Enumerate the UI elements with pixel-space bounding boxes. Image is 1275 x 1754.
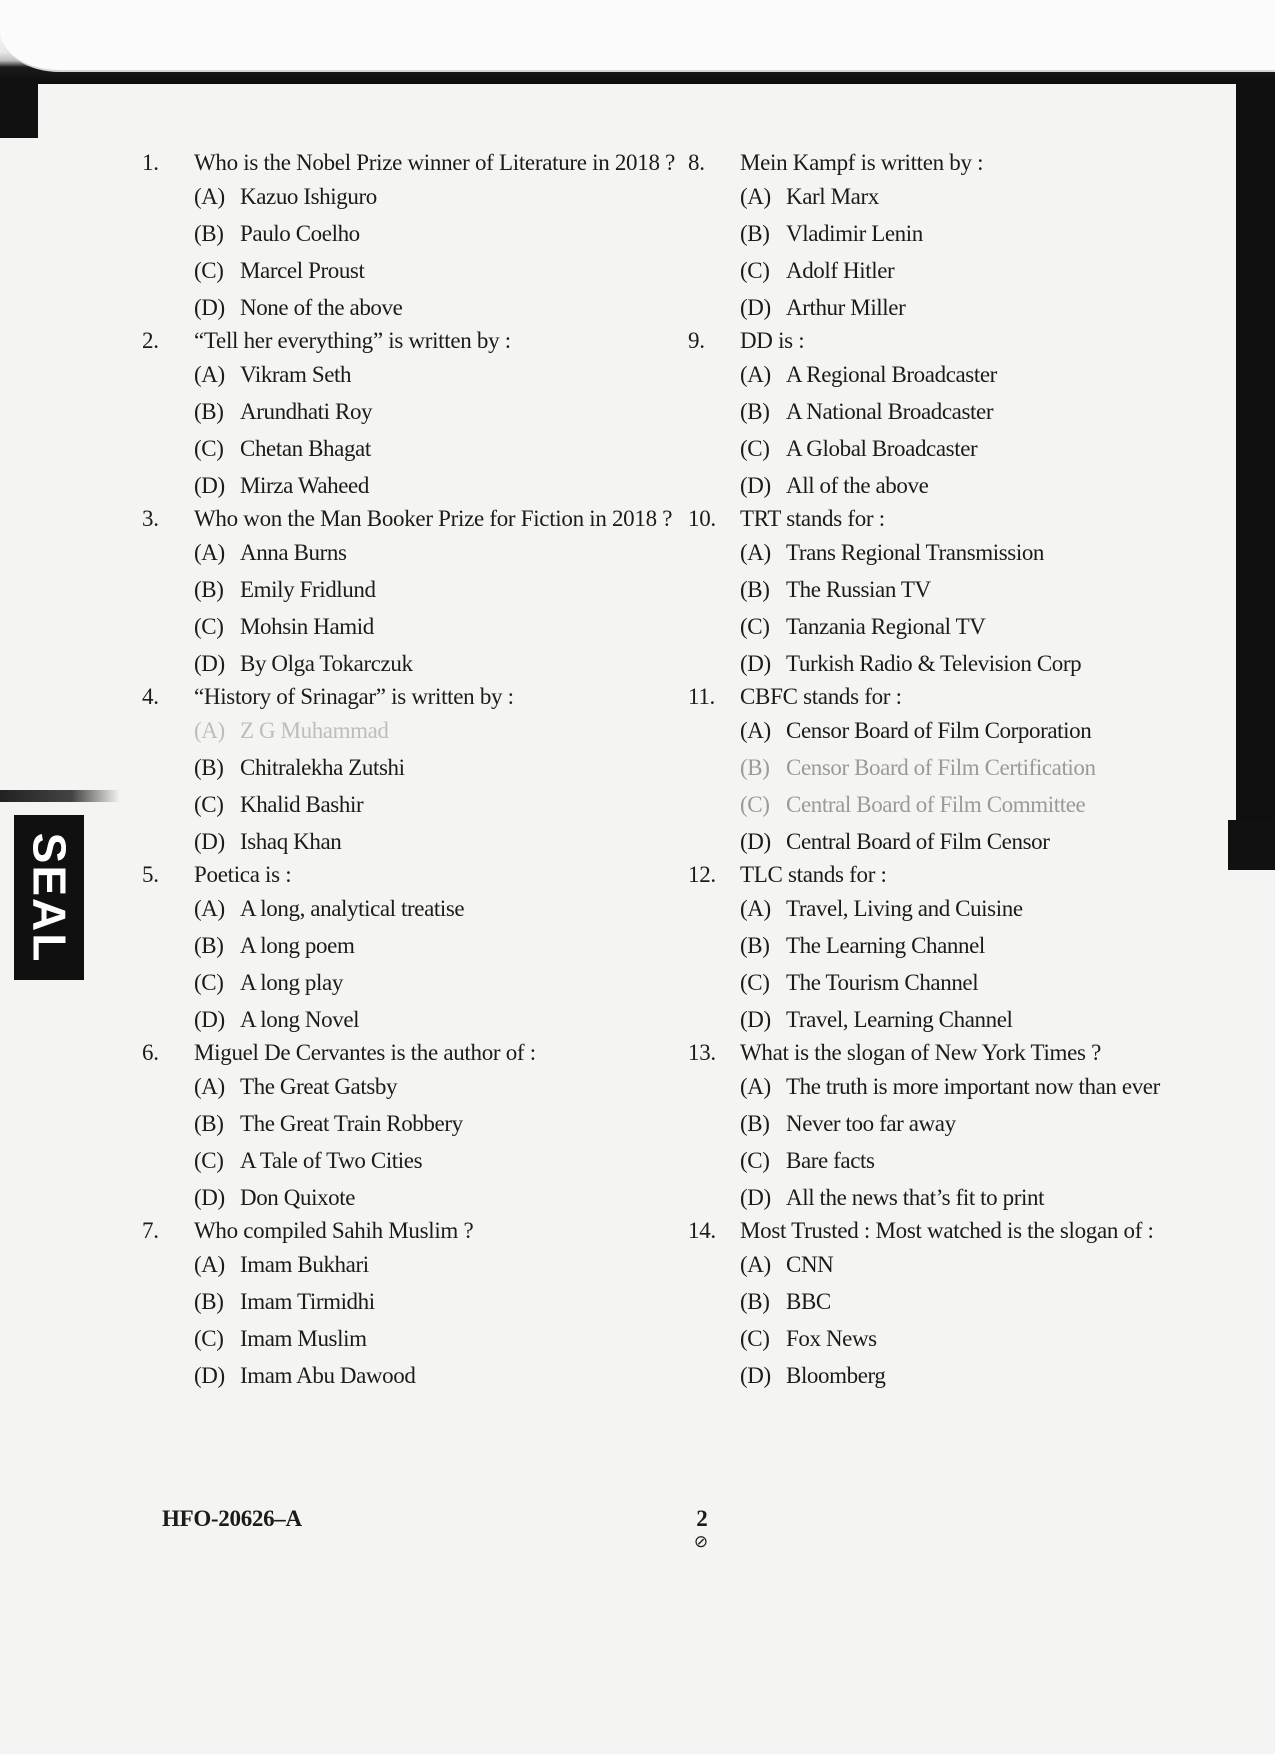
option-label: (C) (194, 436, 224, 461)
answer-option (194, 1283, 702, 1320)
question-item (142, 860, 702, 1038)
option-text: Fox News (786, 1326, 877, 1351)
answer-option (194, 608, 702, 645)
option-text: Censor Board of Film Corporation (786, 718, 1092, 743)
option-label: (D) (740, 295, 771, 320)
answer-option (740, 608, 1228, 645)
option-text: A Tale of Two Cities (240, 1148, 423, 1173)
option-text: Mohsin Hamid (240, 614, 374, 639)
answer-option (194, 1105, 702, 1142)
option-text: Paulo Coelho (240, 221, 360, 246)
option-label: (D) (740, 1185, 771, 1210)
option-text: Central Board of Film Committee (786, 792, 1086, 817)
answer-option (194, 964, 702, 1001)
option-label: (B) (194, 755, 224, 780)
answer-option (740, 1246, 1228, 1283)
answer-option (740, 749, 1228, 786)
option-label: (C) (740, 1148, 770, 1173)
option-text: All the news that’s fit to print (786, 1185, 1045, 1210)
answer-option (194, 430, 702, 467)
option-text: The Great Gatsby (240, 1074, 398, 1099)
option-text: Censor Board of Film Certification (786, 755, 1096, 780)
question-number: 13. (688, 1040, 716, 1065)
question-text: “Tell her everything” is written by : (194, 328, 511, 353)
question-item (142, 1216, 702, 1394)
question-text: Most Trusted : Most watched is the slogan of : (740, 1218, 1154, 1243)
answer-option (194, 252, 702, 289)
option-text: Marcel Proust (240, 258, 365, 283)
option-label: (A) (740, 896, 771, 921)
answer-option (740, 964, 1228, 1001)
question-page (100, 100, 1235, 1740)
scan-border-right (1236, 80, 1275, 870)
question-text: Who is the Nobel Prize winner of Literature in 2018 ? (194, 150, 676, 175)
option-text: Never too far away (786, 1111, 956, 1136)
option-text: The Russian TV (786, 577, 931, 602)
option-text: Imam Tirmidhi (240, 1289, 375, 1314)
option-label: (D) (194, 1007, 225, 1032)
question-stem (142, 504, 702, 534)
option-label: (C) (740, 970, 770, 995)
answer-option (194, 1357, 702, 1394)
answer-option (740, 1105, 1228, 1142)
option-text: Central Board of Film Censor (786, 829, 1050, 854)
question-text: Mein Kampf is written by : (740, 150, 984, 175)
question-text: Who compiled Sahih Muslim ? (194, 1218, 474, 1243)
option-label: (D) (740, 1363, 771, 1388)
option-label: (B) (740, 1289, 770, 1314)
question-item (142, 1038, 702, 1216)
option-text: A Regional Broadcaster (786, 362, 997, 387)
question-item (688, 148, 1228, 326)
answer-option (740, 1179, 1228, 1216)
answer-option (740, 890, 1228, 927)
option-text: Karl Marx (786, 184, 879, 209)
answer-option (740, 289, 1228, 326)
question-text: CBFC stands for : (740, 684, 902, 709)
option-text: Imam Abu Dawood (240, 1363, 416, 1388)
option-label: (B) (740, 755, 770, 780)
question-number: 9. (688, 328, 705, 353)
option-label: (A) (740, 1074, 771, 1099)
answer-option (740, 393, 1228, 430)
option-label: (B) (740, 399, 770, 424)
question-item (688, 1216, 1228, 1394)
option-label: (D) (740, 1007, 771, 1032)
question-number: 14. (688, 1218, 716, 1243)
question-item (688, 326, 1228, 504)
option-text: All of the above (786, 473, 929, 498)
question-stem (688, 1216, 1228, 1246)
question-stem (142, 1038, 702, 1068)
question-item (688, 682, 1228, 860)
answer-option (194, 534, 702, 571)
question-text: TRT stands for : (740, 506, 885, 531)
option-text: Khalid Bashir (240, 792, 364, 817)
answer-option (194, 645, 702, 682)
right-column (688, 148, 1228, 1394)
answer-option (740, 534, 1228, 571)
answer-option (740, 712, 1228, 749)
scan-paper-edge (0, 0, 1275, 72)
option-text: Anna Burns (240, 540, 347, 565)
question-stem (142, 860, 702, 890)
answer-option (740, 786, 1228, 823)
option-label: (D) (740, 651, 771, 676)
question-number: 1. (142, 150, 159, 175)
answer-option (194, 1068, 702, 1105)
question-item (142, 682, 702, 860)
option-text: Trans Regional Transmission (786, 540, 1045, 565)
option-label: (B) (194, 399, 224, 424)
question-text: What is the slogan of New York Times ? (740, 1040, 1102, 1065)
option-label: (B) (194, 1111, 224, 1136)
question-item (688, 1038, 1228, 1216)
option-text: Arundhati Roy (240, 399, 373, 424)
question-text: “History of Srinagar” is written by : (194, 684, 514, 709)
option-label: (D) (740, 829, 771, 854)
option-text: Adolf Hitler (786, 258, 895, 283)
option-label: (A) (194, 1252, 225, 1277)
option-text: Vladimir Lenin (786, 221, 923, 246)
option-label: (A) (740, 184, 771, 209)
question-item (142, 504, 702, 682)
question-number: 4. (142, 684, 159, 709)
answer-option (194, 749, 702, 786)
option-label: (A) (194, 184, 225, 209)
option-text: Travel, Learning Channel (786, 1007, 1013, 1032)
answer-option (194, 1001, 702, 1038)
option-text: Ishaq Khan (240, 829, 342, 854)
answer-option (740, 1283, 1228, 1320)
option-label: (C) (194, 970, 224, 995)
question-number: 2. (142, 328, 159, 353)
option-text: None of the above (240, 295, 403, 320)
option-text: Turkish Radio & Television Corp (786, 651, 1082, 676)
answer-option (740, 178, 1228, 215)
option-text: The Great Train Robbery (240, 1111, 463, 1136)
question-number: 12. (688, 862, 716, 887)
page-mark-icon: ⊘ (693, 1532, 709, 1552)
answer-option (194, 712, 702, 749)
answer-option (740, 645, 1228, 682)
option-label: (D) (194, 1363, 225, 1388)
option-label: (D) (194, 295, 225, 320)
answer-option (194, 890, 702, 927)
question-stem (688, 1038, 1228, 1068)
answer-option (194, 393, 702, 430)
option-label: (A) (740, 718, 771, 743)
answer-option (194, 786, 702, 823)
answer-option (740, 467, 1228, 504)
option-label: (B) (740, 1111, 770, 1136)
option-text: The Learning Channel (786, 933, 985, 958)
option-label: (D) (194, 473, 225, 498)
answer-option (740, 927, 1228, 964)
option-text: The Tourism Channel (786, 970, 979, 995)
option-label: (A) (740, 540, 771, 565)
option-label: (C) (194, 1148, 224, 1173)
answer-option (194, 178, 702, 215)
option-label: (A) (194, 896, 225, 921)
question-number: 5. (142, 862, 159, 887)
question-stem (142, 682, 702, 712)
option-label: (A) (194, 1074, 225, 1099)
option-text: A Global Broadcaster (786, 436, 978, 461)
left-column (142, 148, 702, 1394)
paper-code: HFO-20626–A (162, 1506, 302, 1531)
answer-option (194, 1320, 702, 1357)
option-label: (C) (740, 258, 770, 283)
option-text: Arthur Miller (786, 295, 906, 320)
option-label: (B) (194, 933, 224, 958)
question-number: 7. (142, 1218, 159, 1243)
answer-option (194, 927, 702, 964)
option-label: (C) (740, 792, 770, 817)
question-stem (142, 148, 702, 178)
question-stem (688, 860, 1228, 890)
option-label: (C) (194, 1326, 224, 1351)
option-text: Vikram Seth (240, 362, 352, 387)
option-label: (D) (194, 829, 225, 854)
question-stem (688, 504, 1228, 534)
answer-option (194, 1142, 702, 1179)
option-text: A long Novel (240, 1007, 360, 1032)
question-number: 11. (688, 684, 715, 709)
answer-option (740, 1357, 1228, 1394)
option-text: A long play (240, 970, 343, 995)
option-label: (A) (194, 540, 225, 565)
option-text: Bare facts (786, 1148, 875, 1173)
option-text: Imam Bukhari (240, 1252, 369, 1277)
option-label: (A) (740, 1252, 771, 1277)
seal-label (14, 815, 84, 980)
option-text: Z G Muhammad (240, 718, 389, 743)
option-text: CNN (786, 1252, 834, 1277)
answer-option (194, 1246, 702, 1283)
scan-border-left (0, 78, 38, 138)
answer-option (740, 571, 1228, 608)
answer-option (194, 215, 702, 252)
answer-option (194, 289, 702, 326)
option-text: A long poem (240, 933, 355, 958)
option-text: By Olga Tokarczuk (240, 651, 413, 676)
question-item (688, 504, 1228, 682)
option-text: Chitralekha Zutshi (240, 755, 405, 780)
option-label: (B) (740, 577, 770, 602)
answer-option (740, 1142, 1228, 1179)
option-text: Travel, Living and Cuisine (786, 896, 1023, 921)
option-label: (A) (740, 362, 771, 387)
question-text: Poetica is : (194, 862, 292, 887)
question-text: Who won the Man Booker Prize for Fiction in 2018 ? (194, 506, 673, 531)
option-text: The truth is more important now than ever (786, 1074, 1160, 1099)
option-text: A National Broadcaster (786, 399, 994, 424)
option-label: (C) (194, 258, 224, 283)
question-text: Miguel De Cervantes is the author of : (194, 1040, 536, 1065)
option-label: (C) (740, 436, 770, 461)
question-stem (142, 1216, 702, 1246)
option-text: Mirza Waheed (240, 473, 369, 498)
answer-option (740, 1320, 1228, 1357)
option-label: (B) (740, 933, 770, 958)
answer-option (194, 356, 702, 393)
option-label: (D) (740, 473, 771, 498)
option-label: (B) (740, 221, 770, 246)
page-number: 2 (696, 1506, 708, 1531)
option-label: (B) (194, 1289, 224, 1314)
answer-option (740, 215, 1228, 252)
scan-border-right-mid (1228, 820, 1275, 870)
answer-option (194, 1179, 702, 1216)
answer-option (740, 823, 1228, 860)
answer-option (740, 356, 1228, 393)
question-stem (688, 682, 1228, 712)
answer-option (194, 467, 702, 504)
option-label: (C) (740, 614, 770, 639)
answer-option (194, 823, 702, 860)
option-text: Imam Muslim (240, 1326, 367, 1351)
option-label: (D) (194, 651, 225, 676)
question-item (142, 326, 702, 504)
option-label: (D) (194, 1185, 225, 1210)
option-label: (A) (194, 718, 225, 743)
option-label: (C) (194, 792, 224, 817)
question-number: 8. (688, 150, 705, 175)
question-number: 6. (142, 1040, 159, 1065)
option-label: (A) (194, 362, 225, 387)
option-text: Emily Fridlund (240, 577, 376, 602)
option-text: Chetan Bhagat (240, 436, 371, 461)
answer-option (740, 252, 1228, 289)
question-text: TLC stands for : (740, 862, 887, 887)
question-text: DD is : (740, 328, 805, 353)
answer-option (740, 1068, 1228, 1105)
question-number: 10. (688, 506, 716, 531)
answer-option (740, 1001, 1228, 1038)
option-text: Tanzania Regional TV (786, 614, 986, 639)
option-text: Bloomberg (786, 1363, 886, 1388)
answer-option (194, 571, 702, 608)
option-text: A long, analytical treatise (240, 896, 465, 921)
option-label: (B) (194, 221, 224, 246)
option-label: (C) (740, 1326, 770, 1351)
option-text: Don Quixote (240, 1185, 356, 1210)
option-label: (B) (194, 577, 224, 602)
question-number: 3. (142, 506, 159, 531)
option-label: (C) (194, 614, 224, 639)
option-text: BBC (786, 1289, 831, 1314)
question-item (142, 148, 702, 326)
seal-text: SEAL (23, 832, 75, 963)
question-stem (142, 326, 702, 356)
answer-option (740, 430, 1228, 467)
question-stem (688, 148, 1228, 178)
question-stem (688, 326, 1228, 356)
question-item (688, 860, 1228, 1038)
option-text: Kazuo Ishiguro (240, 184, 377, 209)
